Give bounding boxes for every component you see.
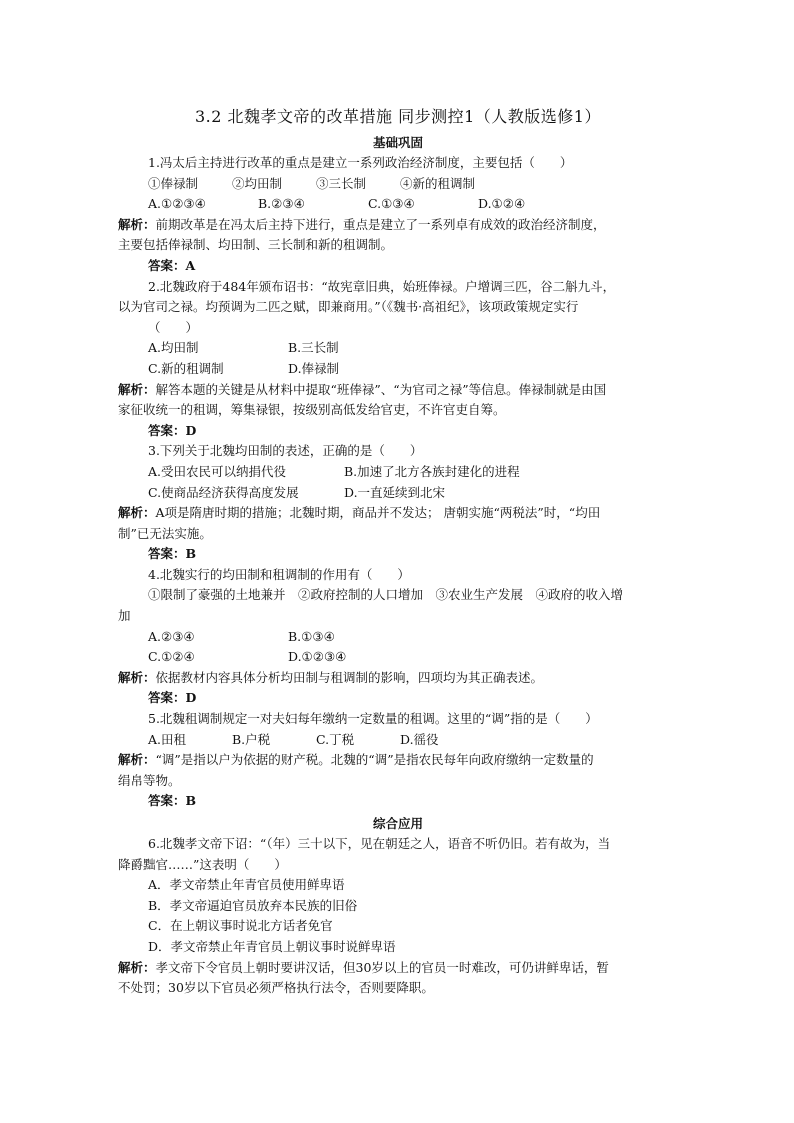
q5-option: D.徭役 xyxy=(400,731,439,747)
q6-option: C．在上朝议事时说北方话者免官 xyxy=(148,918,333,934)
explanation-text: 前期改革是在冯太后主持下进行，重点是建立了一系列卓有成效的政治经济制度， xyxy=(155,216,606,232)
q1-option: D.①②④ xyxy=(478,196,526,212)
question-1-stem: 1.冯太后主持进行改革的重点是建立一系列政治经济制度，主要包括（ ） xyxy=(148,155,573,170)
question-2-stem-cont: 以为官司之禄。均预调为二匹之赋，即兼商用。”（《魏书·高祖纪》，该项政策规定实行 xyxy=(118,299,579,315)
question-4-items: ①限制了豪强的土地兼并 ②政府控制的人口增加 ③农业生产发展 ④政府的收入增 xyxy=(148,587,624,603)
explanation-text: “调”是指以户为依据的财产税。北魏的“调”是指农民每年向政府缴纳一定数量的 xyxy=(155,752,594,768)
q3-option: B.加速了北方各族封建化的进程 xyxy=(344,463,520,479)
question-2-stem-end: （ ） xyxy=(148,319,199,335)
q4-option: D.①②③④ xyxy=(288,649,347,665)
question-2-options-row1 xyxy=(118,338,678,359)
q5-option: A.田租 xyxy=(148,731,187,747)
q1-item: ④新的租调制 xyxy=(400,175,476,191)
q1-item: ③三长制 xyxy=(316,175,367,191)
q3-option: A.受田农民可以纳捐代役 xyxy=(148,463,287,479)
question-5-answer xyxy=(118,791,678,812)
question-6-explanation xyxy=(118,958,678,979)
question-2-options-row2 xyxy=(118,359,678,380)
q3-option: C.使商品经济获得高度发展 xyxy=(148,484,299,500)
section-heading-basic: 基础巩固 xyxy=(372,135,423,150)
answer-text: 答案：B xyxy=(148,793,197,809)
explanation-label: 解析： xyxy=(118,381,156,397)
question-3-explanation-cont: 制”已无法实施。 xyxy=(118,525,212,541)
question-4-explanation xyxy=(118,668,678,689)
question-3-options-row1 xyxy=(118,462,678,483)
question-1-options xyxy=(118,194,678,215)
answer-text: 答案：D xyxy=(148,422,197,438)
question-4-options-row2 xyxy=(118,647,678,668)
question-3-answer xyxy=(118,544,678,565)
explanation-text: 孝文帝下令官员上朝时要讲汉话，但30岁以上的官员一时难改，可仍讲鲜卑话，暂 xyxy=(155,959,609,975)
explanation-text: 解答本题的关键是从材料中提取“班俸禄”、“为官司之禄”等信息。俸禄制就是由国 xyxy=(155,381,607,397)
question-1-explanation xyxy=(118,215,678,236)
question-1-items xyxy=(118,174,678,195)
document-content xyxy=(118,104,678,999)
page-title: 3.2 北魏孝文帝的改革措施 同步测控1（人教版选修1） xyxy=(195,107,601,126)
q4-option: B.①③④ xyxy=(288,628,335,644)
explanation-text: A项是隋唐时期的措施；北魏时期，商品并不发达； 唐朝实施“两税法”时，“均田 xyxy=(155,505,601,521)
q5-option: B.户税 xyxy=(232,731,271,747)
question-2-explanation xyxy=(118,380,678,401)
answer-text: 答案：D xyxy=(148,690,197,706)
explanation-label: 解析： xyxy=(118,669,156,685)
explanation-label: 解析： xyxy=(118,959,156,975)
question-5-options xyxy=(118,730,678,751)
question-4-stem: 4.北魏实行的均田制和租调制的作用有（ ） xyxy=(148,566,410,582)
question-6-stem-cont: 降爵黜官……”这表明（ ） xyxy=(118,856,287,872)
q1-item: ②均田制 xyxy=(232,175,283,191)
q1-option: C.①③④ xyxy=(368,196,415,212)
question-3-stem: 3.下列关于北魏均田制的表述，正确的是（ ） xyxy=(148,443,423,459)
q6-option: A．孝文帝禁止年青官员使用鲜卑语 xyxy=(148,877,345,893)
q1-option: B.②③④ xyxy=(258,196,305,212)
q2-option: A.均田制 xyxy=(148,340,199,356)
question-4-answer xyxy=(118,688,678,709)
q1-item: ①俸禄制 xyxy=(148,175,199,191)
question-5-explanation-cont: 绢帛等物。 xyxy=(118,772,181,788)
q2-option: C.新的租调制 xyxy=(148,360,224,376)
q4-option: C.①②④ xyxy=(148,649,195,665)
question-6-stem: 6.北魏孝文帝下诏：“（年）三十以下，见在朝廷之人，语音不听仍旧。若有故为，当 xyxy=(148,836,611,851)
question-3-options-row2 xyxy=(118,483,678,504)
question-3-explanation xyxy=(118,503,678,524)
question-5-explanation xyxy=(118,750,678,771)
explanation-label: 解析： xyxy=(118,752,156,768)
question-6-explanation-cont: 不处罚；30岁以下官员必须严格执行法令，否则要降职。 xyxy=(118,980,434,996)
answer-text: 答案：B xyxy=(148,546,197,562)
question-2-stem: 2.北魏政府于484年颁布诏书：“故宪章旧典，始班俸禄。户增调三匹，谷二斛九斗， xyxy=(148,278,616,294)
question-4-options-row1 xyxy=(118,627,678,648)
explanation-label: 解析： xyxy=(118,216,156,232)
q2-option: B.三长制 xyxy=(288,340,339,356)
q3-option: D.一直延续到北宋 xyxy=(344,484,446,500)
q5-option: C.丁税 xyxy=(316,731,355,747)
question-5-stem: 5.北魏租调制规定一对夫妇每年缴纳一定数量的租调。这里的“调”指的是（ ） xyxy=(148,711,598,727)
answer-text: 答案：A xyxy=(148,257,196,273)
question-2-answer xyxy=(118,421,678,442)
question-1-answer xyxy=(118,256,678,277)
q2-option: D.俸禄制 xyxy=(288,360,340,376)
explanation-label: 解析： xyxy=(118,505,156,521)
q1-option: A.①②③④ xyxy=(148,196,206,212)
explanation-text: 依据教材内容具体分析均田制与租调制的影响，四项均为其正确表述。 xyxy=(155,669,544,685)
section-heading-applied: 综合应用 xyxy=(372,816,423,831)
question-1-explanation-cont: 主要包括俸禄制、均田制、三长制和新的租调制。 xyxy=(118,237,394,253)
q4-option: A.②③④ xyxy=(148,628,195,644)
q6-option: B．孝文帝逼迫官员放弃本民族的旧俗 xyxy=(148,897,358,913)
q6-option: D．孝文帝禁止年青官员上朝议事时说鲜卑语 xyxy=(148,938,396,954)
question-4-items-cont: 加 xyxy=(118,608,131,624)
question-2-explanation-cont: 家征收统一的租调，筹集禄银，按级别高低发给官吏，不许官吏自筹。 xyxy=(118,402,506,418)
